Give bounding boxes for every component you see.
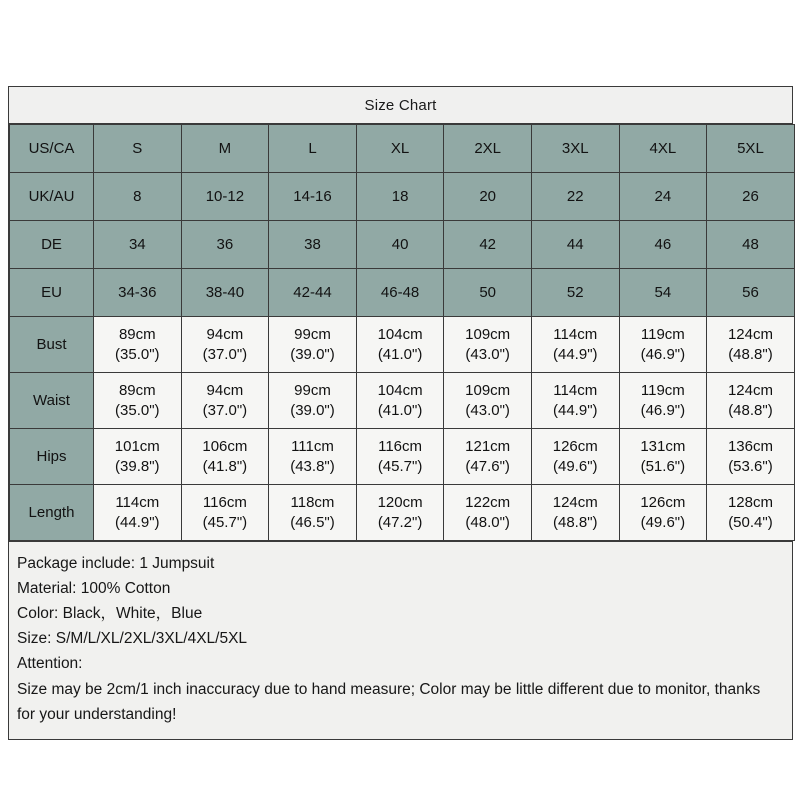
measurement-inch: (44.9") bbox=[553, 401, 598, 419]
measurement-inch: (53.6") bbox=[728, 457, 773, 475]
size-cell: XL bbox=[356, 125, 444, 173]
size-cell: 20 bbox=[444, 173, 532, 221]
measurement-cell bbox=[444, 485, 532, 541]
size-cell: 18 bbox=[356, 173, 444, 221]
measurement-cm: 99cm bbox=[294, 326, 331, 344]
size-cell: 34-36 bbox=[94, 269, 182, 317]
measurement-inch: (45.7") bbox=[202, 513, 248, 531]
measurement-cell bbox=[444, 317, 532, 373]
note-line: Color: Black，White，Blue bbox=[17, 605, 203, 623]
measurement-cm: 89cm bbox=[118, 326, 156, 344]
measurement-inch: (37.0") bbox=[202, 401, 248, 419]
measurement-inch: (48.8") bbox=[553, 513, 598, 531]
size-cell: 22 bbox=[531, 173, 619, 221]
size-cell: 4XL bbox=[619, 125, 707, 173]
measurement-cm: 104cm bbox=[377, 382, 423, 400]
table-row bbox=[10, 429, 795, 485]
row-label: Bust bbox=[10, 317, 94, 373]
measurement-inch: (49.6") bbox=[553, 457, 598, 475]
measurement-cm: 118cm bbox=[290, 494, 335, 512]
measurement-cell bbox=[94, 429, 182, 485]
measurement-cm: 120cm bbox=[377, 494, 423, 512]
measurement-inch: (44.9") bbox=[115, 513, 160, 531]
measurement-cell bbox=[181, 485, 269, 541]
note-line: Size: S/M/L/XL/2XL/3XL/4XL/5XL bbox=[17, 630, 248, 648]
table-row bbox=[10, 173, 795, 221]
measurement-cell bbox=[619, 373, 707, 429]
measurement-cell bbox=[269, 373, 357, 429]
measurement-cm: 126cm bbox=[552, 438, 598, 456]
size-cell: 14-16 bbox=[269, 173, 357, 221]
measurement-cell bbox=[444, 429, 532, 485]
table-row bbox=[10, 485, 795, 541]
size-cell: 46 bbox=[619, 221, 707, 269]
measurement-cm: 121cm bbox=[465, 438, 511, 456]
measurement-cm: 124cm bbox=[727, 326, 773, 344]
measurement-inch: (48.8") bbox=[728, 401, 773, 419]
measurement-inch: (41.0") bbox=[377, 345, 423, 363]
table-row bbox=[10, 269, 795, 317]
measurement-cm: 136cm bbox=[727, 438, 773, 456]
row-label: DE bbox=[10, 221, 94, 269]
table-row bbox=[10, 125, 795, 173]
measurement-cell bbox=[619, 317, 707, 373]
size-cell: 38-40 bbox=[181, 269, 269, 317]
measurement-cell bbox=[531, 317, 619, 373]
measurement-inch: (47.2") bbox=[377, 513, 423, 531]
measurement-cell bbox=[619, 485, 707, 541]
measurement-inch: (46.9") bbox=[640, 401, 686, 419]
measurement-cm: 116cm bbox=[202, 494, 247, 512]
measurement-cell bbox=[707, 373, 795, 429]
measurement-cm: 114cm bbox=[115, 494, 160, 512]
measurement-cm: 89cm bbox=[118, 382, 156, 400]
measurement-inch: (47.6") bbox=[465, 457, 510, 475]
measurement-cm: 111cm bbox=[291, 438, 334, 456]
measurement-cell bbox=[531, 485, 619, 541]
measurement-inch: (39.0") bbox=[290, 345, 335, 363]
size-cell: 36 bbox=[181, 221, 269, 269]
measurement-cell bbox=[444, 373, 532, 429]
row-label: Waist bbox=[10, 373, 94, 429]
measurement-inch: (51.6") bbox=[640, 457, 686, 475]
measurement-inch: (45.7") bbox=[377, 457, 423, 475]
measurement-cm: 116cm bbox=[378, 438, 423, 456]
measurement-cm: 119cm bbox=[640, 326, 685, 344]
measurement-cm: 124cm bbox=[552, 494, 598, 512]
size-cell: 24 bbox=[619, 173, 707, 221]
size-chart-table bbox=[9, 124, 795, 541]
measurement-inch: (43.8") bbox=[290, 457, 335, 475]
size-cell: 48 bbox=[707, 221, 795, 269]
size-cell: 46-48 bbox=[356, 269, 444, 317]
measurement-inch: (46.9") bbox=[640, 345, 686, 363]
measurement-inch: (37.0") bbox=[202, 345, 248, 363]
size-cell: 42 bbox=[444, 221, 532, 269]
measurement-inch: (39.8") bbox=[115, 457, 160, 475]
measurement-cell bbox=[269, 317, 357, 373]
size-cell: 10-12 bbox=[181, 173, 269, 221]
measurement-inch: (44.9") bbox=[553, 345, 598, 363]
size-cell: 26 bbox=[707, 173, 795, 221]
measurement-cell bbox=[619, 429, 707, 485]
size-cell: 2XL bbox=[444, 125, 532, 173]
note-line: Size may be 2cm/1 inch inaccuracy due to hand measure; Color may be little different due to monitor, thanks for your understanding! bbox=[17, 680, 761, 723]
size-cell: 56 bbox=[707, 269, 795, 317]
measurement-cell bbox=[356, 485, 444, 541]
size-cell: 5XL bbox=[707, 125, 795, 173]
measurement-cell bbox=[181, 429, 269, 485]
measurement-cm: 109cm bbox=[465, 382, 511, 400]
measurement-cm: 128cm bbox=[727, 494, 773, 512]
measurement-cm: 94cm bbox=[206, 326, 244, 344]
measurement-inch: (39.0") bbox=[290, 401, 335, 419]
measurement-cm: 114cm bbox=[553, 382, 598, 400]
measurement-cell bbox=[269, 429, 357, 485]
measurement-cell bbox=[94, 373, 182, 429]
row-label: US/CA bbox=[10, 125, 94, 173]
size-cell: 50 bbox=[444, 269, 532, 317]
size-cell: 3XL bbox=[531, 125, 619, 173]
size-chart-container bbox=[8, 86, 793, 740]
measurement-inch: (43.0") bbox=[465, 401, 510, 419]
size-cell: 52 bbox=[531, 269, 619, 317]
measurement-cell bbox=[269, 485, 357, 541]
size-cell: 42-44 bbox=[269, 269, 357, 317]
note-line: Package include: 1 Jumpsuit bbox=[17, 555, 215, 572]
note-line: Attention: bbox=[17, 655, 83, 673]
measurement-inch: (48.8") bbox=[728, 345, 773, 363]
size-cell: M bbox=[181, 125, 269, 173]
measurement-cell bbox=[531, 373, 619, 429]
measurement-cm: 119cm bbox=[640, 382, 685, 400]
measurement-inch: (48.0") bbox=[465, 513, 510, 531]
table-row bbox=[10, 317, 795, 373]
note-line: Material: 100% Cotton bbox=[17, 580, 171, 598]
measurement-cell bbox=[94, 317, 182, 373]
page-title: Size Chart bbox=[364, 96, 437, 114]
measurement-cm: 122cm bbox=[465, 494, 511, 512]
measurement-cell bbox=[707, 317, 795, 373]
size-cell: 8 bbox=[94, 173, 182, 221]
measurement-inch: (41.0") bbox=[377, 401, 423, 419]
row-label: Hips bbox=[10, 429, 94, 485]
measurement-cm: 99cm bbox=[294, 382, 331, 400]
measurement-inch: (46.5") bbox=[290, 513, 335, 531]
measurement-cm: 131cm bbox=[640, 438, 686, 456]
size-cell: 40 bbox=[356, 221, 444, 269]
product-notes bbox=[9, 541, 792, 739]
measurement-cm: 101cm bbox=[114, 438, 160, 456]
measurement-cm: 106cm bbox=[202, 438, 248, 456]
measurement-cm: 114cm bbox=[553, 326, 598, 344]
measurement-cell bbox=[707, 429, 795, 485]
measurement-cell bbox=[531, 429, 619, 485]
size-cell: 38 bbox=[269, 221, 357, 269]
measurement-cell bbox=[356, 317, 444, 373]
row-label: Length bbox=[10, 485, 94, 541]
size-chart-title-bar bbox=[9, 87, 792, 124]
measurement-cm: 124cm bbox=[727, 382, 773, 400]
measurement-cm: 104cm bbox=[377, 326, 423, 344]
measurement-inch: (35.0") bbox=[115, 345, 160, 363]
measurement-cell bbox=[707, 485, 795, 541]
size-cell: 34 bbox=[94, 221, 182, 269]
measurement-cell bbox=[181, 373, 269, 429]
measurement-inch: (49.6") bbox=[640, 513, 686, 531]
measurement-inch: (43.0") bbox=[465, 345, 510, 363]
table-row bbox=[10, 373, 795, 429]
row-label: UK/AU bbox=[10, 173, 94, 221]
size-chart-table-body bbox=[10, 125, 795, 541]
measurement-cell bbox=[356, 373, 444, 429]
size-cell: 54 bbox=[619, 269, 707, 317]
row-label: EU bbox=[10, 269, 94, 317]
measurement-cm: 126cm bbox=[640, 494, 686, 512]
measurement-cell bbox=[356, 429, 444, 485]
size-cell: L bbox=[269, 125, 357, 173]
measurement-cm: 94cm bbox=[206, 382, 244, 400]
table-row bbox=[10, 221, 795, 269]
measurement-inch: (35.0") bbox=[115, 401, 160, 419]
size-cell: 44 bbox=[531, 221, 619, 269]
size-cell: S bbox=[94, 125, 182, 173]
measurement-cm: 109cm bbox=[465, 326, 511, 344]
measurement-inch: (41.8") bbox=[202, 457, 248, 475]
measurement-inch: (50.4") bbox=[728, 513, 773, 531]
measurement-cell bbox=[94, 485, 182, 541]
measurement-cell bbox=[181, 317, 269, 373]
